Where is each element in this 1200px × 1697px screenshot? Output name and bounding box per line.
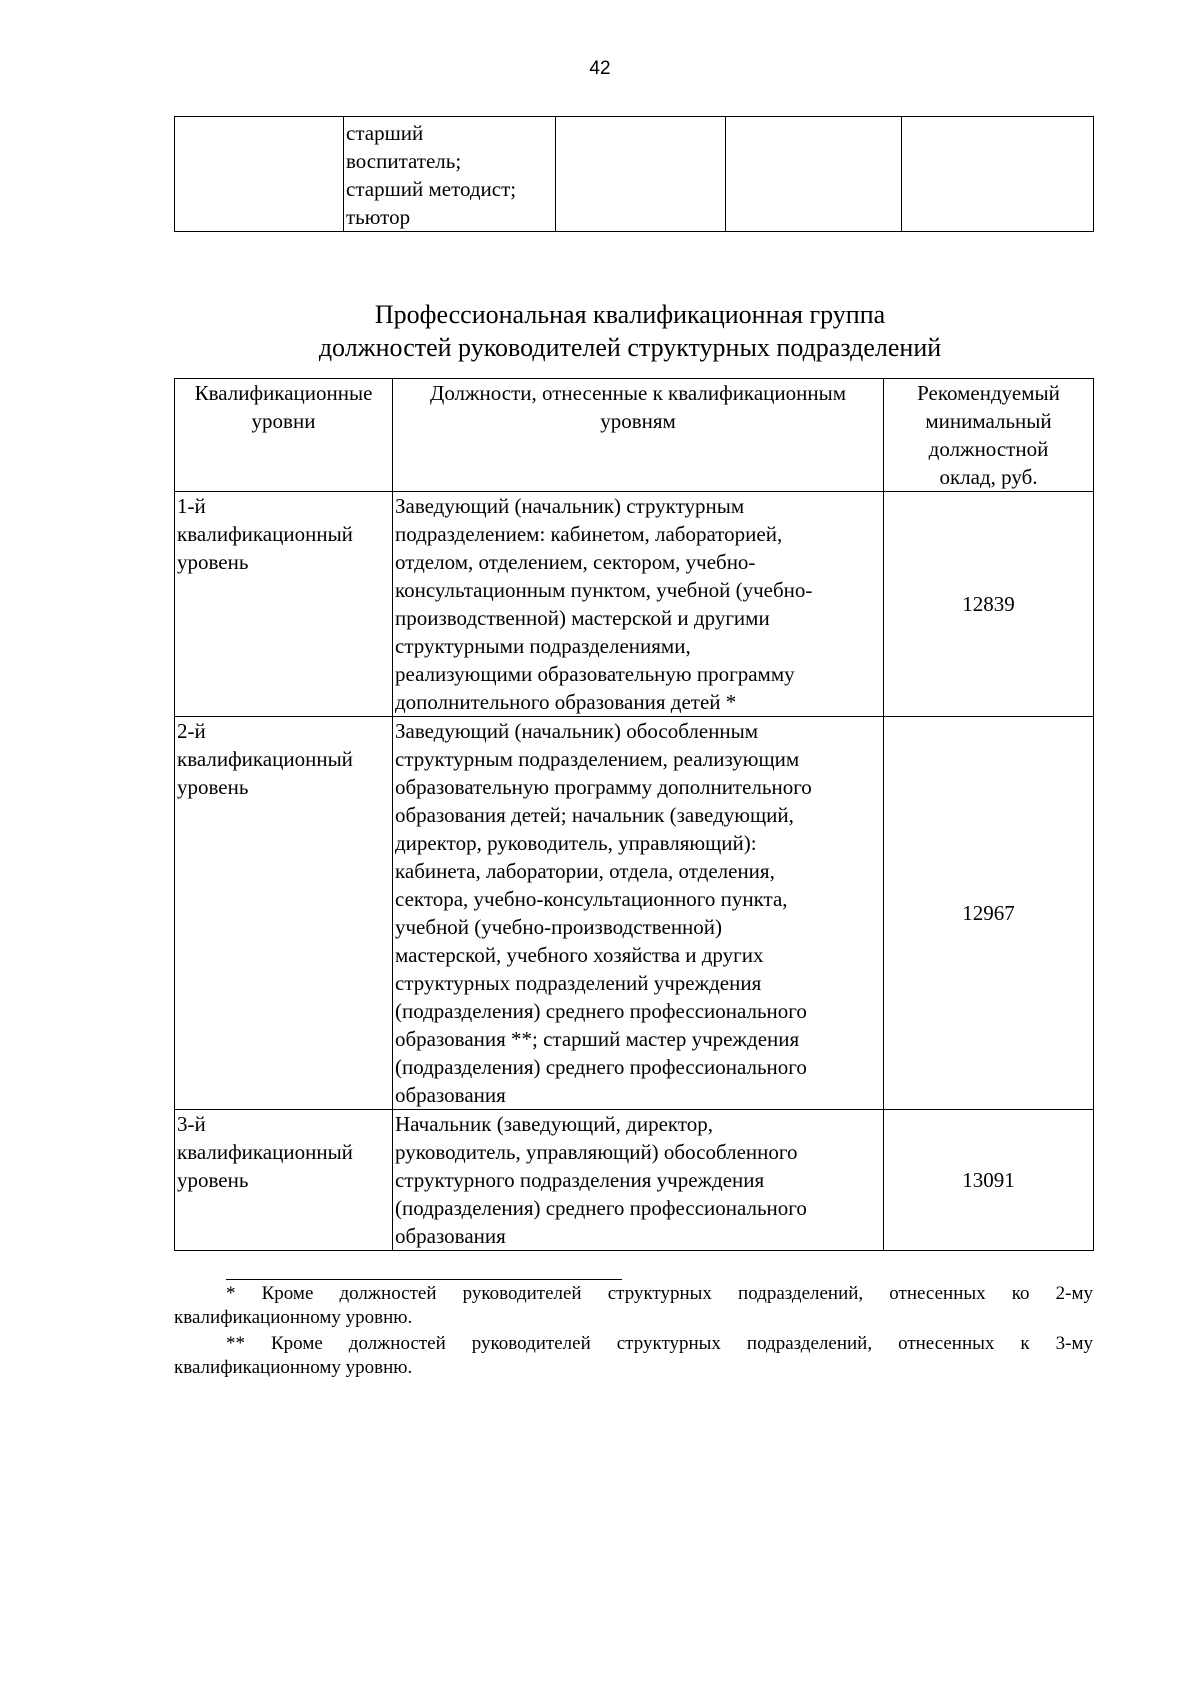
table-header-row <box>175 379 1094 492</box>
positions-cell: Начальник (заведующий, директор, руководитель, управляющий) обособленного структурного подразделения учреждения (подразделения) среднего профессионального образования <box>393 1110 884 1251</box>
table-row <box>175 117 1094 232</box>
salary-cell: 12839 <box>884 492 1094 717</box>
table-cell <box>556 117 726 232</box>
salary-cell: 12967 <box>884 717 1094 1110</box>
qualification-table <box>174 378 1094 1251</box>
header-positions: Должности, отнесенные к квалификационным уровням <box>393 379 884 492</box>
table-cell <box>175 117 344 232</box>
level-cell: 3-й квалификационный уровень <box>175 1110 393 1251</box>
table-row <box>175 1110 1094 1251</box>
level-cell: 1-й квалификационный уровень <box>175 492 393 717</box>
section-title-line: Профессиональная квалификационная группа <box>374 300 886 329</box>
footnote: * Кроме должностей руководителей структурных подразделений, отнесенных ко 2-му квалификационному уровню. <box>174 1283 1093 1328</box>
table-row <box>175 492 1094 717</box>
header-level: Квалификационные уровни <box>175 379 393 492</box>
footnotes <box>174 1282 1093 1382</box>
header-salary: Рекомендуемый минимальный должностной оклад, руб. <box>884 379 1094 492</box>
footnote: ** Кроме должностей руководителей структурных подразделений, отнесенных к 3-му квалификационному уровню. <box>174 1333 1093 1378</box>
section-title <box>0 298 1200 364</box>
table-row <box>175 717 1094 1110</box>
continued-table <box>174 116 1094 232</box>
level-cell: 2-й квалификационный уровень <box>175 717 393 1110</box>
section-title-line: должностей руководителей структурных подразделений <box>318 333 942 362</box>
salary-cell: 13091 <box>884 1110 1094 1251</box>
table-cell <box>902 117 1094 232</box>
footnote-separator <box>226 1279 622 1280</box>
table-cell <box>726 117 902 232</box>
table-cell: старший воспитатель; старший методист; тьютор <box>344 117 556 232</box>
page-number: 42 <box>589 58 611 79</box>
positions-cell: Заведующий (начальник) обособленным структурным подразделением, реализующим образовательную программу дополнительного образования детей; начальник (заведующий, директор, руководитель, управляющий): кабинета, лаборатории, отдела, отделения, сектора, учебно-консультационного пункта, учебной (учебно-производственной) мастерской, учебного хозяйства и других структурных подразделений учреждения (подразделения) среднего профессионального образования **; старший мастер учреждения (подразделения) среднего профессионального образования <box>393 717 884 1110</box>
positions-cell: Заведующий (начальник) структурным подразделением: кабинетом, лабораторией, отделом, отделением, сектором, учебно- консультационным пунктом, учебной (учебно- производственной) мастерской и другими структурными подразделениями, реализующими образовательную программу дополнительного образования детей * <box>393 492 884 717</box>
